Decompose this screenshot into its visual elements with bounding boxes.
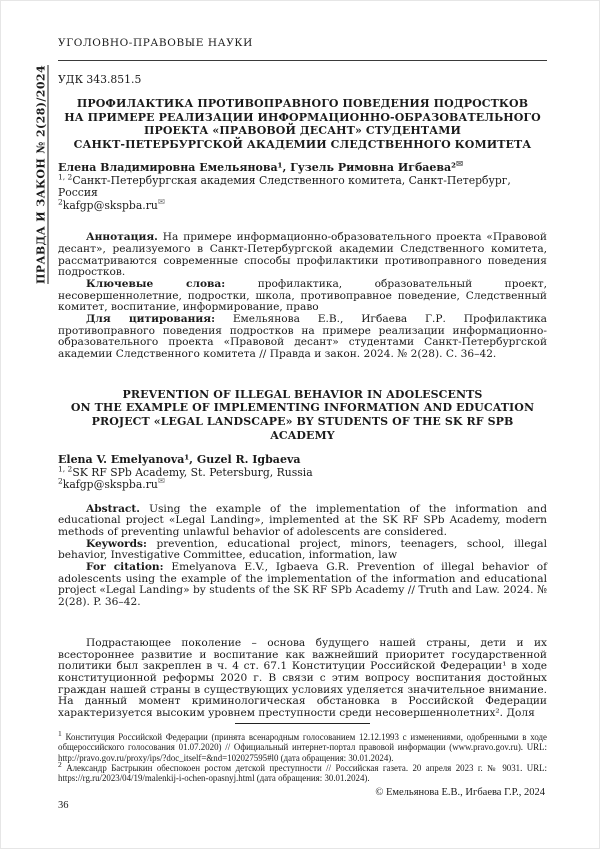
footnote-1-text: Конституция Российской Федерации (принята всенародным голосованием 12.12.1993 с изменениями, одобренными в ходе общероссийского голосования 01.07.2020) // Официальный интернет-портал правовой информации (www.pravo.gov.ru). URL: http://pravo.gov.ru/proxy/ips/?doc_itself=&nd=102027595#l0 (дата обращения: 30.01.2024).	[58, 731, 547, 763]
email-ru	[58, 197, 547, 212]
citation-en	[58, 562, 547, 609]
abstract-ru-label: Аннотация.	[86, 231, 158, 244]
keywords-ru-label: Ключевые слова:	[86, 277, 226, 290]
email-en-text: kafgp@skspba.ru	[62, 478, 158, 492]
article-title-ru-line: ПРОФИЛАКТИКА ПРОТИВОПРАВНОГО ПОВЕДЕНИЯ ПОДРОСТКОВ	[76, 97, 529, 110]
page-number: 36	[58, 800, 69, 811]
keywords-en-label: Keywords:	[86, 537, 147, 550]
article-title-en-line: ON THE EXAMPLE OF IMPLEMENTING INFORMATION AND EDUCATION	[70, 401, 535, 415]
abstract-en	[58, 504, 547, 539]
authors-ru	[58, 161, 547, 175]
footnote-1-marker: 1	[58, 728, 62, 738]
email-marker: 2	[58, 476, 63, 486]
keywords-en-text: prevention, educational project, minors, teenagers, school, illegal behavior, Investigative Committee, education, information, law	[58, 537, 547, 562]
article-title-ru	[58, 97, 547, 151]
authors-ru-names: Елена Владимировна Емельянова¹, Гузель Римовна Игбаева²	[58, 161, 456, 175]
header-rule	[58, 60, 547, 61]
abstract-en-label: Abstract.	[86, 502, 140, 515]
body-paragraph: Подрастающее поколение – основа будущего нашей страны, дети и их всестороннее развитие и воспитание как важнейший приоритет государственной политики был закреплен в ч. 4 ст. 67.1 Конституции Российской Федерации¹ в ходе конституционной реформы 2020 г. В связи с этим вопросу воспитания достойных граждан нашей страны в существующих условиях уделяется значительное внимание. На данный момент криминологическая обстановка в Российской Федерации характеризуется высоким уровнем преступности среди несовершеннолетних². Доля	[58, 636, 547, 720]
udc-label: УДК 343.851.5	[58, 73, 142, 86]
running-head: УГОЛОВНО-ПРАВОВЫЕ НАУКИ	[58, 37, 253, 49]
mail-icon: ✉	[456, 159, 464, 170]
footnote-2-text: Александр Бастрыкин обеспокоен ростом детской преступности // Российская газета. 20 апреля 2023 г. № 9031. URL: https://rg.ru/2023/04/19/malenkij-i-ochen-opasnyj.html (дата обращения: 30.01.2024).	[58, 762, 547, 784]
mail-icon: ✉	[157, 476, 165, 487]
affiliation-ru-text: Санкт-Петербургская академия Следственного комитета, Санкт-Петербург, Россия	[58, 173, 511, 200]
footnote-separator	[235, 723, 370, 724]
affiliation-marker: 1, 2	[58, 464, 73, 474]
affiliation-ru	[58, 172, 547, 200]
keywords-ru-text: профилактика, образовательный проект, несовершеннолетние, подростки, школа, противоправное поведение, Следственный комитет, воспитание, информирование, право	[58, 277, 548, 314]
email-marker: 2	[58, 197, 63, 207]
mail-icon: ✉	[157, 197, 165, 208]
footnote-1	[58, 728, 547, 763]
citation-en-label: For citation:	[86, 561, 164, 574]
authors-en	[58, 453, 547, 467]
article-title-ru-line: САНКТ-ПЕТЕРБУРГСКОЙ АКАДЕМИИ СЛЕДСТВЕННОГО КОМИТЕТА	[73, 137, 532, 151]
footnote-2-marker: 2	[58, 760, 62, 770]
article-title-en-line: PROJECT «LEGAL LANDSCAPE» BY STUDENTS OF THE SK RF SPB ACADEMY	[91, 415, 514, 442]
keywords-en	[58, 539, 547, 562]
article-body	[58, 97, 547, 784]
email-en	[58, 476, 547, 492]
footnotes	[58, 728, 547, 784]
journal-sidebar-label: ПРАВДА И ЗАКОН № 2(28)/2024	[34, 65, 48, 284]
authors-block-ru	[58, 161, 547, 212]
affiliation-en-text: SK RF SPb Academy, St. Petersburg, Russia	[72, 465, 313, 479]
article-title-ru-line: НА ПРИМЕРЕ РЕАЛИЗАЦИИ ИНФОРМАЦИОННО-ОБРАЗОВАТЕЛЬНОГО	[64, 110, 541, 124]
article-title-en	[58, 388, 547, 442]
footnote-2	[58, 760, 547, 784]
citation-en-text: Emelyanova E.V., Igbaeva G.R. Prevention of illegal behavior of adolescents using the example of the implementation of the information and educational project «Legal Landing» by students of the SK RF SPb Academy // Truth and Law. 2024. № 2(28). P. 36–42.	[58, 561, 547, 609]
citation-ru-label: Для цитирования:	[86, 313, 215, 326]
abstract-ru-text: На примере информационно-образовательного проекта «Правовой десант», реализуемого в Санкт-Петербургской академии Следственного комитета, рассматриваются современные способы профилактики противоправного поведения подростков.	[58, 231, 547, 279]
abstract-en-text: Using the example of the implementation of the information and educational project «Legal Landing», implemented at the SK RF SPb Academy, modern methods of preventing unlawful behavior of adolescents are considered.	[58, 502, 547, 538]
authors-en-names: Elena V. Emelyanova¹, Guzel R. Igbaeva	[58, 453, 301, 467]
keywords-ru	[58, 279, 547, 314]
authors-block-en	[58, 453, 547, 491]
email-ru-text: kafgp@skspba.ru	[62, 198, 158, 212]
abstract-ru	[58, 232, 547, 279]
citation-ru-text: Емельянова Е.В., Игбаева Г.Р. Профилактика противоправного поведения подростков на примере реализации информационно-образовательного проекта «Правовой десант» студентами Санкт-Петербургской академии Следственного комитета // Правда и закон. 2024. № 2(28). С. 36–42.	[58, 313, 547, 361]
copyright-line: © Емельянова Е.В., Игбаева Г.Р., 2024	[375, 787, 545, 798]
affiliation-marker: 1, 2	[58, 172, 73, 182]
article-title-ru-line: ПРОЕКТА «ПРАВОВОЙ ДЕСАНТ» СТУДЕНТАМИ	[144, 124, 461, 138]
citation-ru	[58, 314, 547, 361]
article-title-en-line: PREVENTION OF ILLEGAL BEHAVIOR IN ADOLESCENTS	[122, 387, 483, 401]
